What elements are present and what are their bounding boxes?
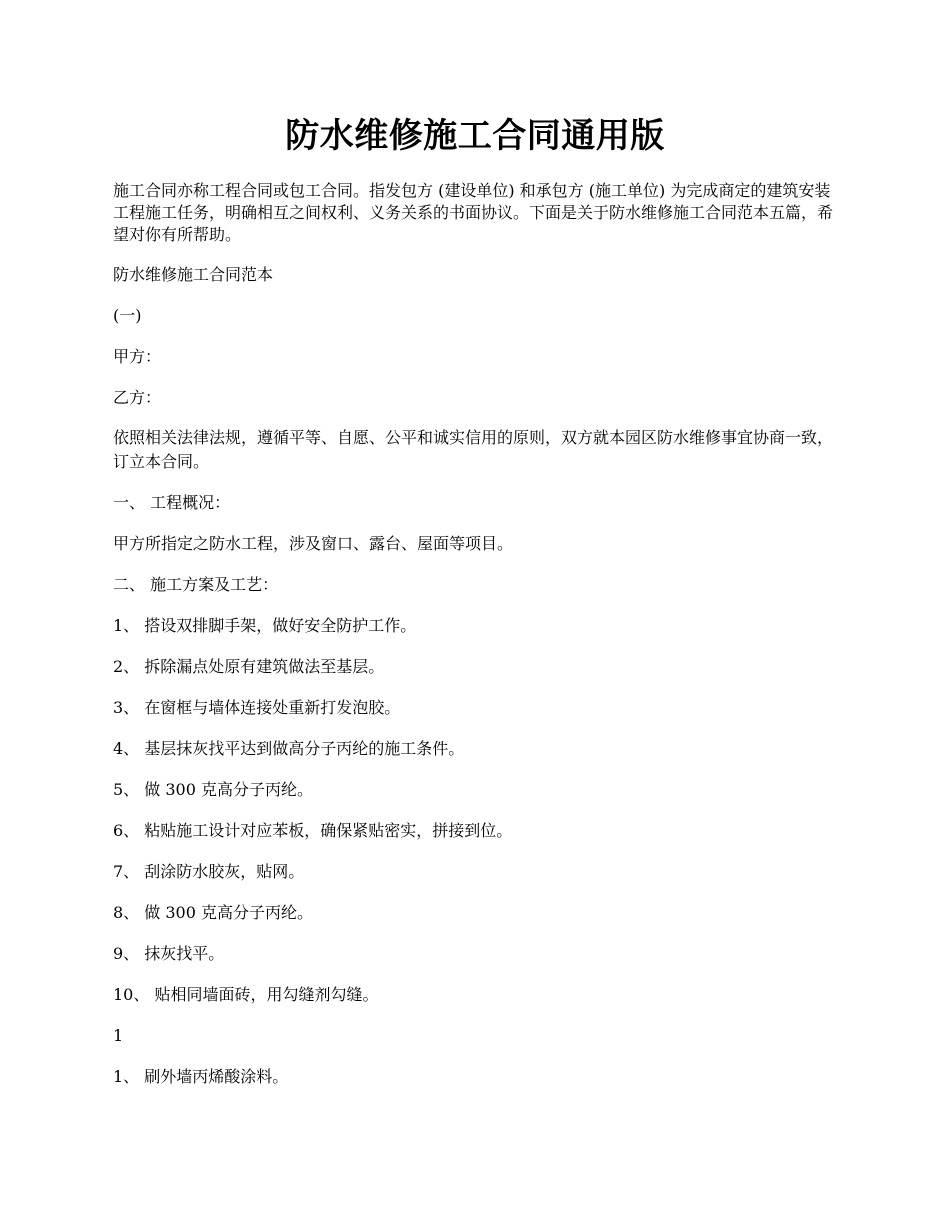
party-a-label: 甲方：	[113, 347, 162, 366]
list-item: 7、 刮涂防水胶灰，贴网。	[113, 862, 305, 881]
list-item: 2、 拆除漏点处原有建筑做法至基层。	[113, 657, 385, 676]
heading-construction-plan: 二、 施工方案及工艺：	[113, 575, 279, 594]
list-item: 10、 贴相同墙面砖，用勾缝剂勾缝。	[113, 985, 379, 1004]
page-number: 1	[113, 1026, 124, 1045]
intro-paragraph: 施工合同亦称工程合同或包工合同。指发包方 (建设单位) 和承包方 (施工单位) 为完成商定的建筑安装工程施工任务，明确相互之间权利、义务关系的书面协议。下面是关于防水维修施工合同范本五篇，希望对你有所帮助。	[113, 181, 834, 244]
subtitle-text: 防水维修施工合同范本	[113, 265, 274, 284]
list-item: 4、 基层抹灰找平达到做高分子丙纶的施工条件。	[113, 739, 465, 758]
list-item: 9、 抹灰找平。	[113, 944, 225, 963]
heading-overview: 一、 工程概况：	[113, 493, 231, 512]
list-item: 6、 粘贴施工设计对应苯板，确保紧贴密实，拼接到位。	[113, 821, 513, 840]
list-item: 1、 刷外墙丙烯酸涂料。	[113, 1067, 289, 1086]
document-title: 防水维修施工合同通用版	[285, 116, 665, 156]
document-body	[113, 180, 841, 1105]
list-item: 8、 做 300 克高分子丙纶。	[113, 903, 313, 922]
party-b-label: 乙方：	[113, 388, 162, 407]
list-item: 3、 在窗框与墙体连接处重新打发泡胶。	[113, 698, 401, 717]
list-item: 5、 做 300 克高分子丙纶。	[113, 780, 313, 799]
list-item: 1、 搭设双排脚手架，做好安全防护工作。	[113, 616, 417, 635]
section-number: (一)	[113, 306, 142, 325]
preamble-paragraph: 依照相关法律法规，遵循平等、自愿、公平和诚实信用的原则，双方就本园区防水维修事宜协商一致，订立本合同。	[113, 428, 834, 471]
overview-text: 甲方所指定之防水工程，涉及窗口、露台、屋面等项目。	[113, 534, 514, 553]
